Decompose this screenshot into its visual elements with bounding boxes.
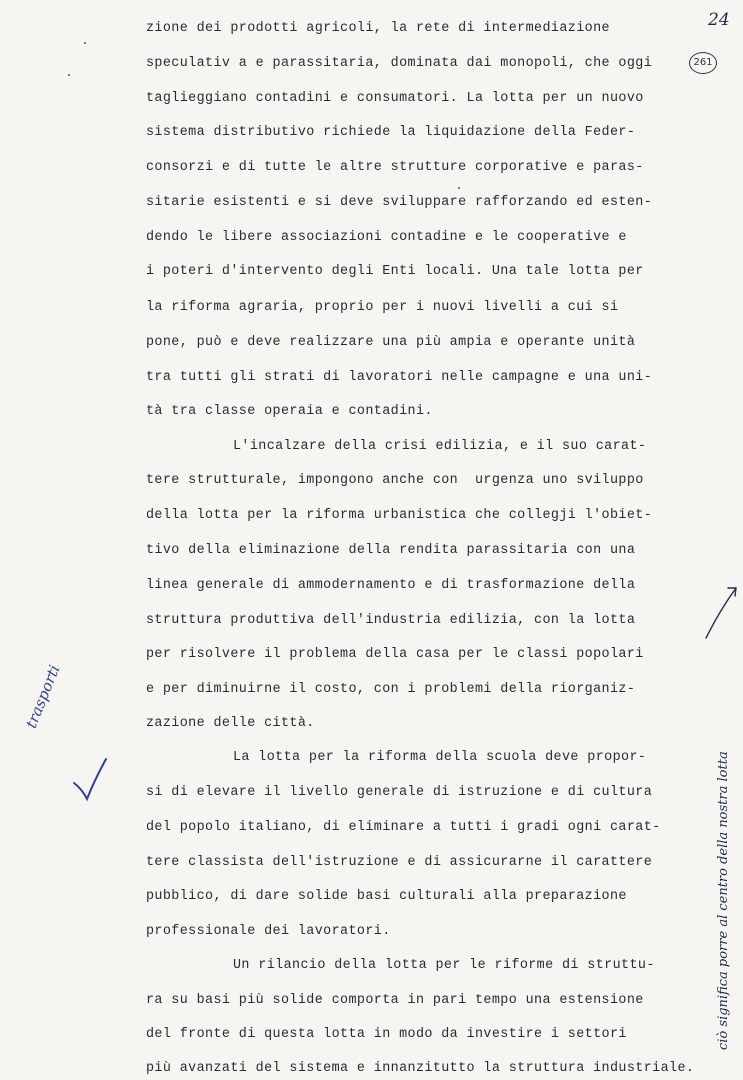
text-line: più avanzati del sistema e innanzitutto la struttura industriale.	[146, 1061, 695, 1076]
text-line: tra tutti gli strati di lavoratori nelle campagne e una uni-	[146, 370, 653, 385]
text-line: tivo della eliminazione della rendita parassitaria con una	[146, 543, 636, 558]
text-line: sitarie esistenti e si deve sviluppare rafforzando ed esten-	[146, 195, 653, 210]
text-line: i poteri d'intervento degli Enti locali. Una tale lotta per	[146, 264, 644, 279]
text-line: zione dei prodotti agricoli, la rete di intermediazione	[146, 21, 610, 36]
text-line: sistema distributivo richiede la liquidazione della Feder-	[146, 125, 636, 140]
paragraph-start-line: Un rilancio della lotta per le riforme di struttu-	[233, 958, 655, 973]
page-number: 24	[708, 10, 730, 30]
text-line: taglieggiano contadini e consumatori. La lotta per un nuovo	[146, 91, 644, 106]
text-line: ra su basi più solide comporta in pari tempo una estensione	[146, 993, 644, 1008]
paper-speck	[68, 74, 70, 76]
text-line: si di elevare il livello generale di istruzione e di cultura	[146, 785, 653, 800]
paper-speck	[458, 187, 460, 189]
handwritten-margin-note-left: trasporti	[22, 662, 64, 731]
paper-speck	[84, 42, 86, 44]
paragraph-start-line: La lotta per la riforma della scuola deve propor-	[233, 750, 647, 765]
text-line: pone, può e deve realizzare una più ampia e operante unità	[146, 335, 636, 350]
text-line: la riforma agraria, proprio per i nuovi livelli a cui si	[146, 300, 619, 315]
text-line: professionale dei lavoratori.	[146, 924, 391, 939]
text-line: speculativ a e parassitaria, dominata dai monopoli, che oggi	[146, 56, 653, 71]
paragraph-start-line: L'incalzare della crisi edilizia, e il suo carat-	[233, 439, 647, 454]
text-line: e per diminuirne il costo, con i problemi della riorganiz-	[146, 682, 636, 697]
checkmark-icon	[70, 755, 110, 805]
text-line: zazione delle città.	[146, 716, 315, 731]
arrow-icon	[700, 580, 740, 640]
text-line: del popolo italiano, di eliminare a tutti i gradi ogni carat-	[146, 820, 661, 835]
text-line: della lotta per la riforma urbanistica che collegji l'obiet-	[146, 508, 653, 523]
text-line: per risolvere il problema della casa per le classi popolari	[146, 647, 644, 662]
text-line: linea generale di ammodernamento e di trasformazione della	[146, 578, 636, 593]
text-line: consorzi e di tutte le altre strutture corporative e paras-	[146, 160, 644, 175]
text-line: tà tra classe operaia e contadini.	[146, 404, 433, 419]
text-line: tere strutturale, impongono anche con urgenza uno sviluppo	[146, 473, 644, 488]
text-line: dendo le libere associazioni contadine e le cooperative e	[146, 230, 627, 245]
text-line: struttura produttiva dell'industria edilizia, con la lotta	[146, 613, 636, 628]
text-line: pubblico, di dare solide basi culturali alla preparazione	[146, 889, 627, 904]
text-line: del fronte di questa lotta in modo da investire i settori	[146, 1027, 627, 1042]
handwritten-margin-note-right: ciò significa porre al centro della nostra lotta	[716, 751, 731, 1050]
archive-stamp-number: 261	[689, 52, 717, 74]
text-line: tere classista dell'istruzione e di assicurarne il carattere	[146, 855, 653, 870]
